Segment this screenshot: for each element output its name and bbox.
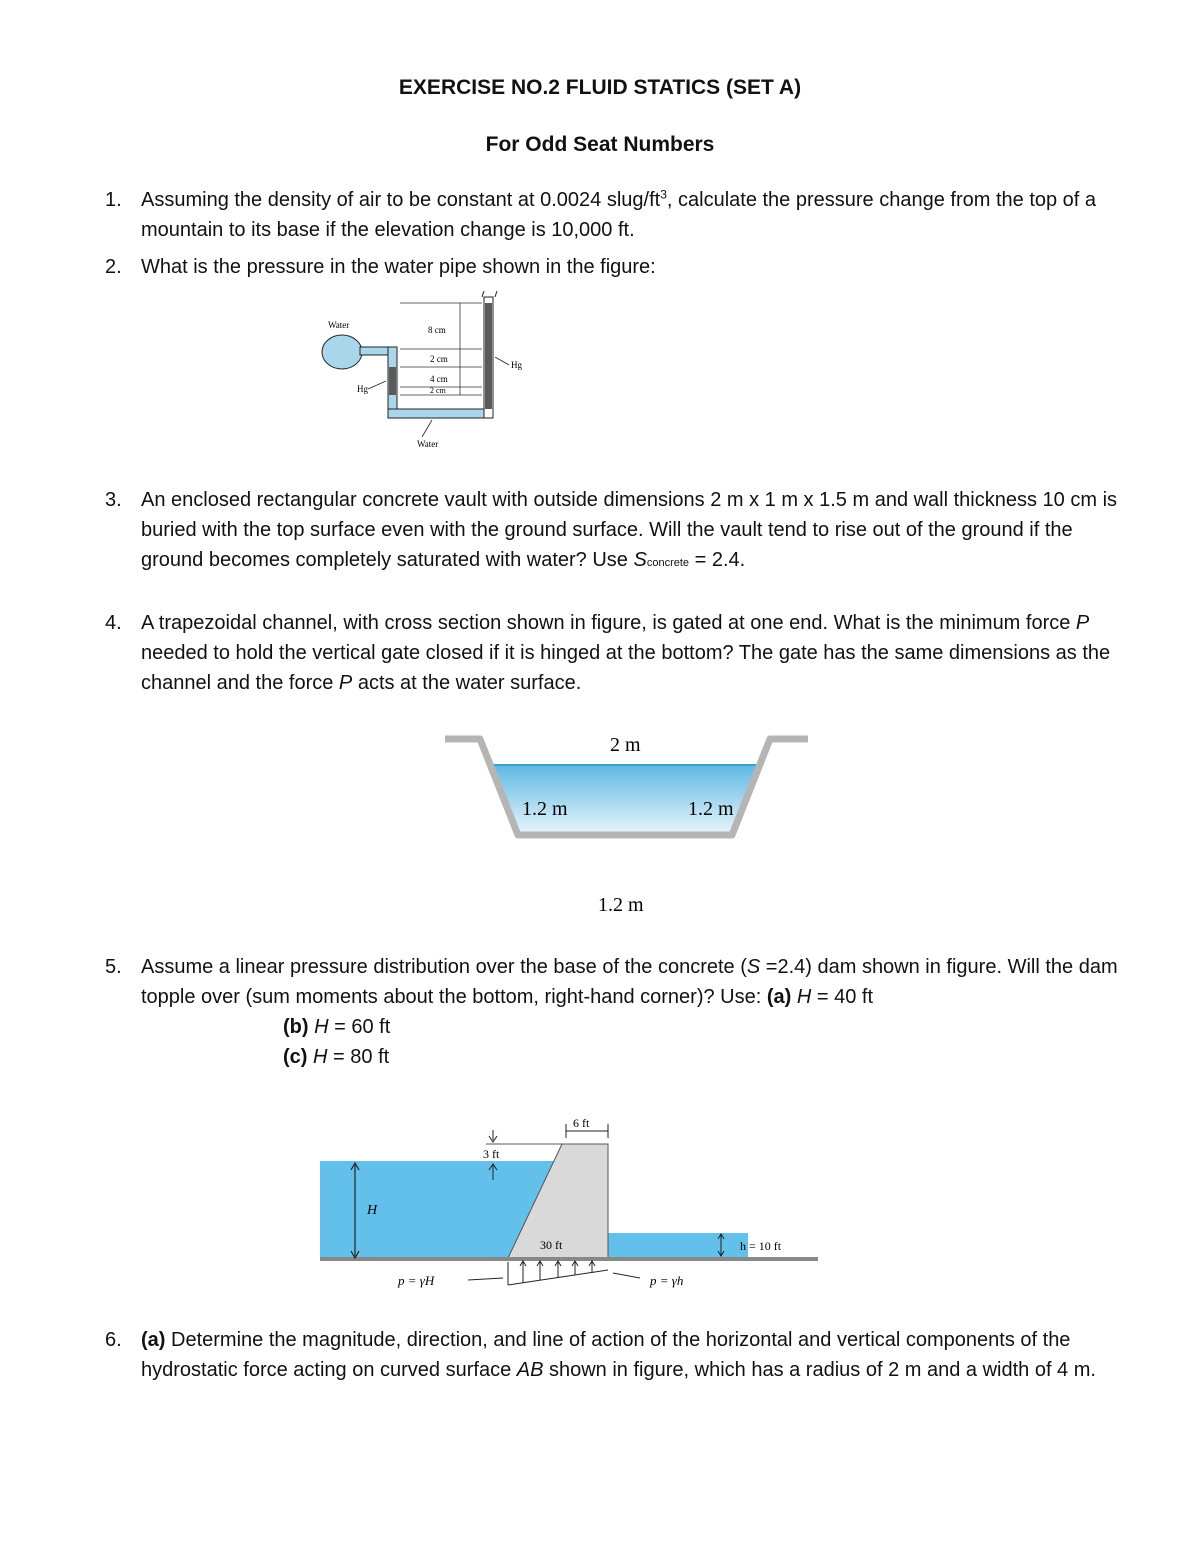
question-text: What is the pressure in the water pipe shown in the figure: [141,256,656,278]
water-label: Water [328,320,350,330]
dam-figure [318,1110,828,1300]
top-width-label: 2 m [610,734,641,756]
dim-8cm: 8 cm [428,325,446,335]
question-text: An enclosed rectangular concrete vault with outside dimensions 2 m x 1 m x 1.5 m and wall thickness 10 cm is buried with the top surface even with the ground surface. Will the vault tend to rise out of the ground if the ground becomes completely saturated with water? Use Sconcrete = 2.4. [141,489,1118,571]
question-number: 6. [105,1329,122,1351]
dim-2cm-top: 2 cm [430,354,448,364]
page-subtitle: For Odd Seat Numbers [485,133,715,156]
channel-figure [440,725,820,925]
question-text: A trapezoidal channel, with cross section shown in figure, is gated at one end. What is the minimum force P needed to hold the vertical gate closed if it is hinged at the bottom? The gate has the same dimensions as the channel and the force P acts at the water surface. [141,612,1111,694]
dim-4cm: 4 cm [430,374,448,384]
right-side-label: 1.2 m [688,798,734,820]
pressure-right-label: p = γh [650,1273,684,1288]
water-pipe [322,335,362,369]
question-text: Assuming the density of air to be constant at 0.0024 slug/$ft^3$, calculate the pressure change from the top of a mountain to its base if the elevation change is 10,000 ft. [141,187,1097,241]
tailwater-label: h = 10 ft [740,1239,782,1253]
question-number: 1. [105,189,122,211]
downstream-water [608,1233,748,1258]
hg-left-label: Hg [357,384,368,394]
question-5-case-c: (c) H = 80 ft [283,1046,390,1068]
question-number: 4. [105,612,122,634]
question-5 [105,952,1135,1012]
left-side-label: 1.2 m [522,798,568,820]
bottom-width-label: 1.2 m [598,894,644,916]
height-symbol: H [367,1203,378,1218]
question-5-case-b: (b) H = 60 ft [283,1016,391,1038]
water-bottom-label: Water [417,439,439,449]
top-width-label: 6 ft [573,1116,590,1130]
manometer-figure [310,285,560,460]
freeboard-label: 3 ft [483,1147,500,1161]
question-6 [105,1325,1135,1385]
question-3 [105,485,1135,578]
pressure-left-label: p = γH [398,1273,435,1288]
question-number: 2. [105,256,122,278]
question-number: 5. [105,956,122,978]
uplift-pressure-arrows [468,1261,640,1285]
dim-2cm-bottom: 2 cm [430,386,446,395]
mercury-right [485,303,492,409]
page-title: EXERCISE NO.2 FLUID STATICS (SET A) [398,76,802,99]
question-text: (a) Determine the magnitude, direction, and line of action of the horizontal and vertical components of the hydrostatic force acting on curved surface AB shown in figure, which has a radius of 2 m and a width of 4 m. [141,1329,1096,1381]
question-4 [105,608,1135,698]
question-1 [105,185,1135,245]
u-bottom [388,409,493,418]
question-text: Assume a linear pressure distribution over the base of the concrete (S =2.4) dam shown in figure. Will the dam topple over (sum moments about the bottom, right-hand corner)? Use: (a) H = 40 ft [141,956,1118,1008]
mercury-left [389,367,396,395]
base-width-label: 30 ft [540,1238,563,1252]
question-number: 3. [105,489,122,511]
question-2 [105,252,1135,282]
hg-right-label: Hg [511,360,522,370]
